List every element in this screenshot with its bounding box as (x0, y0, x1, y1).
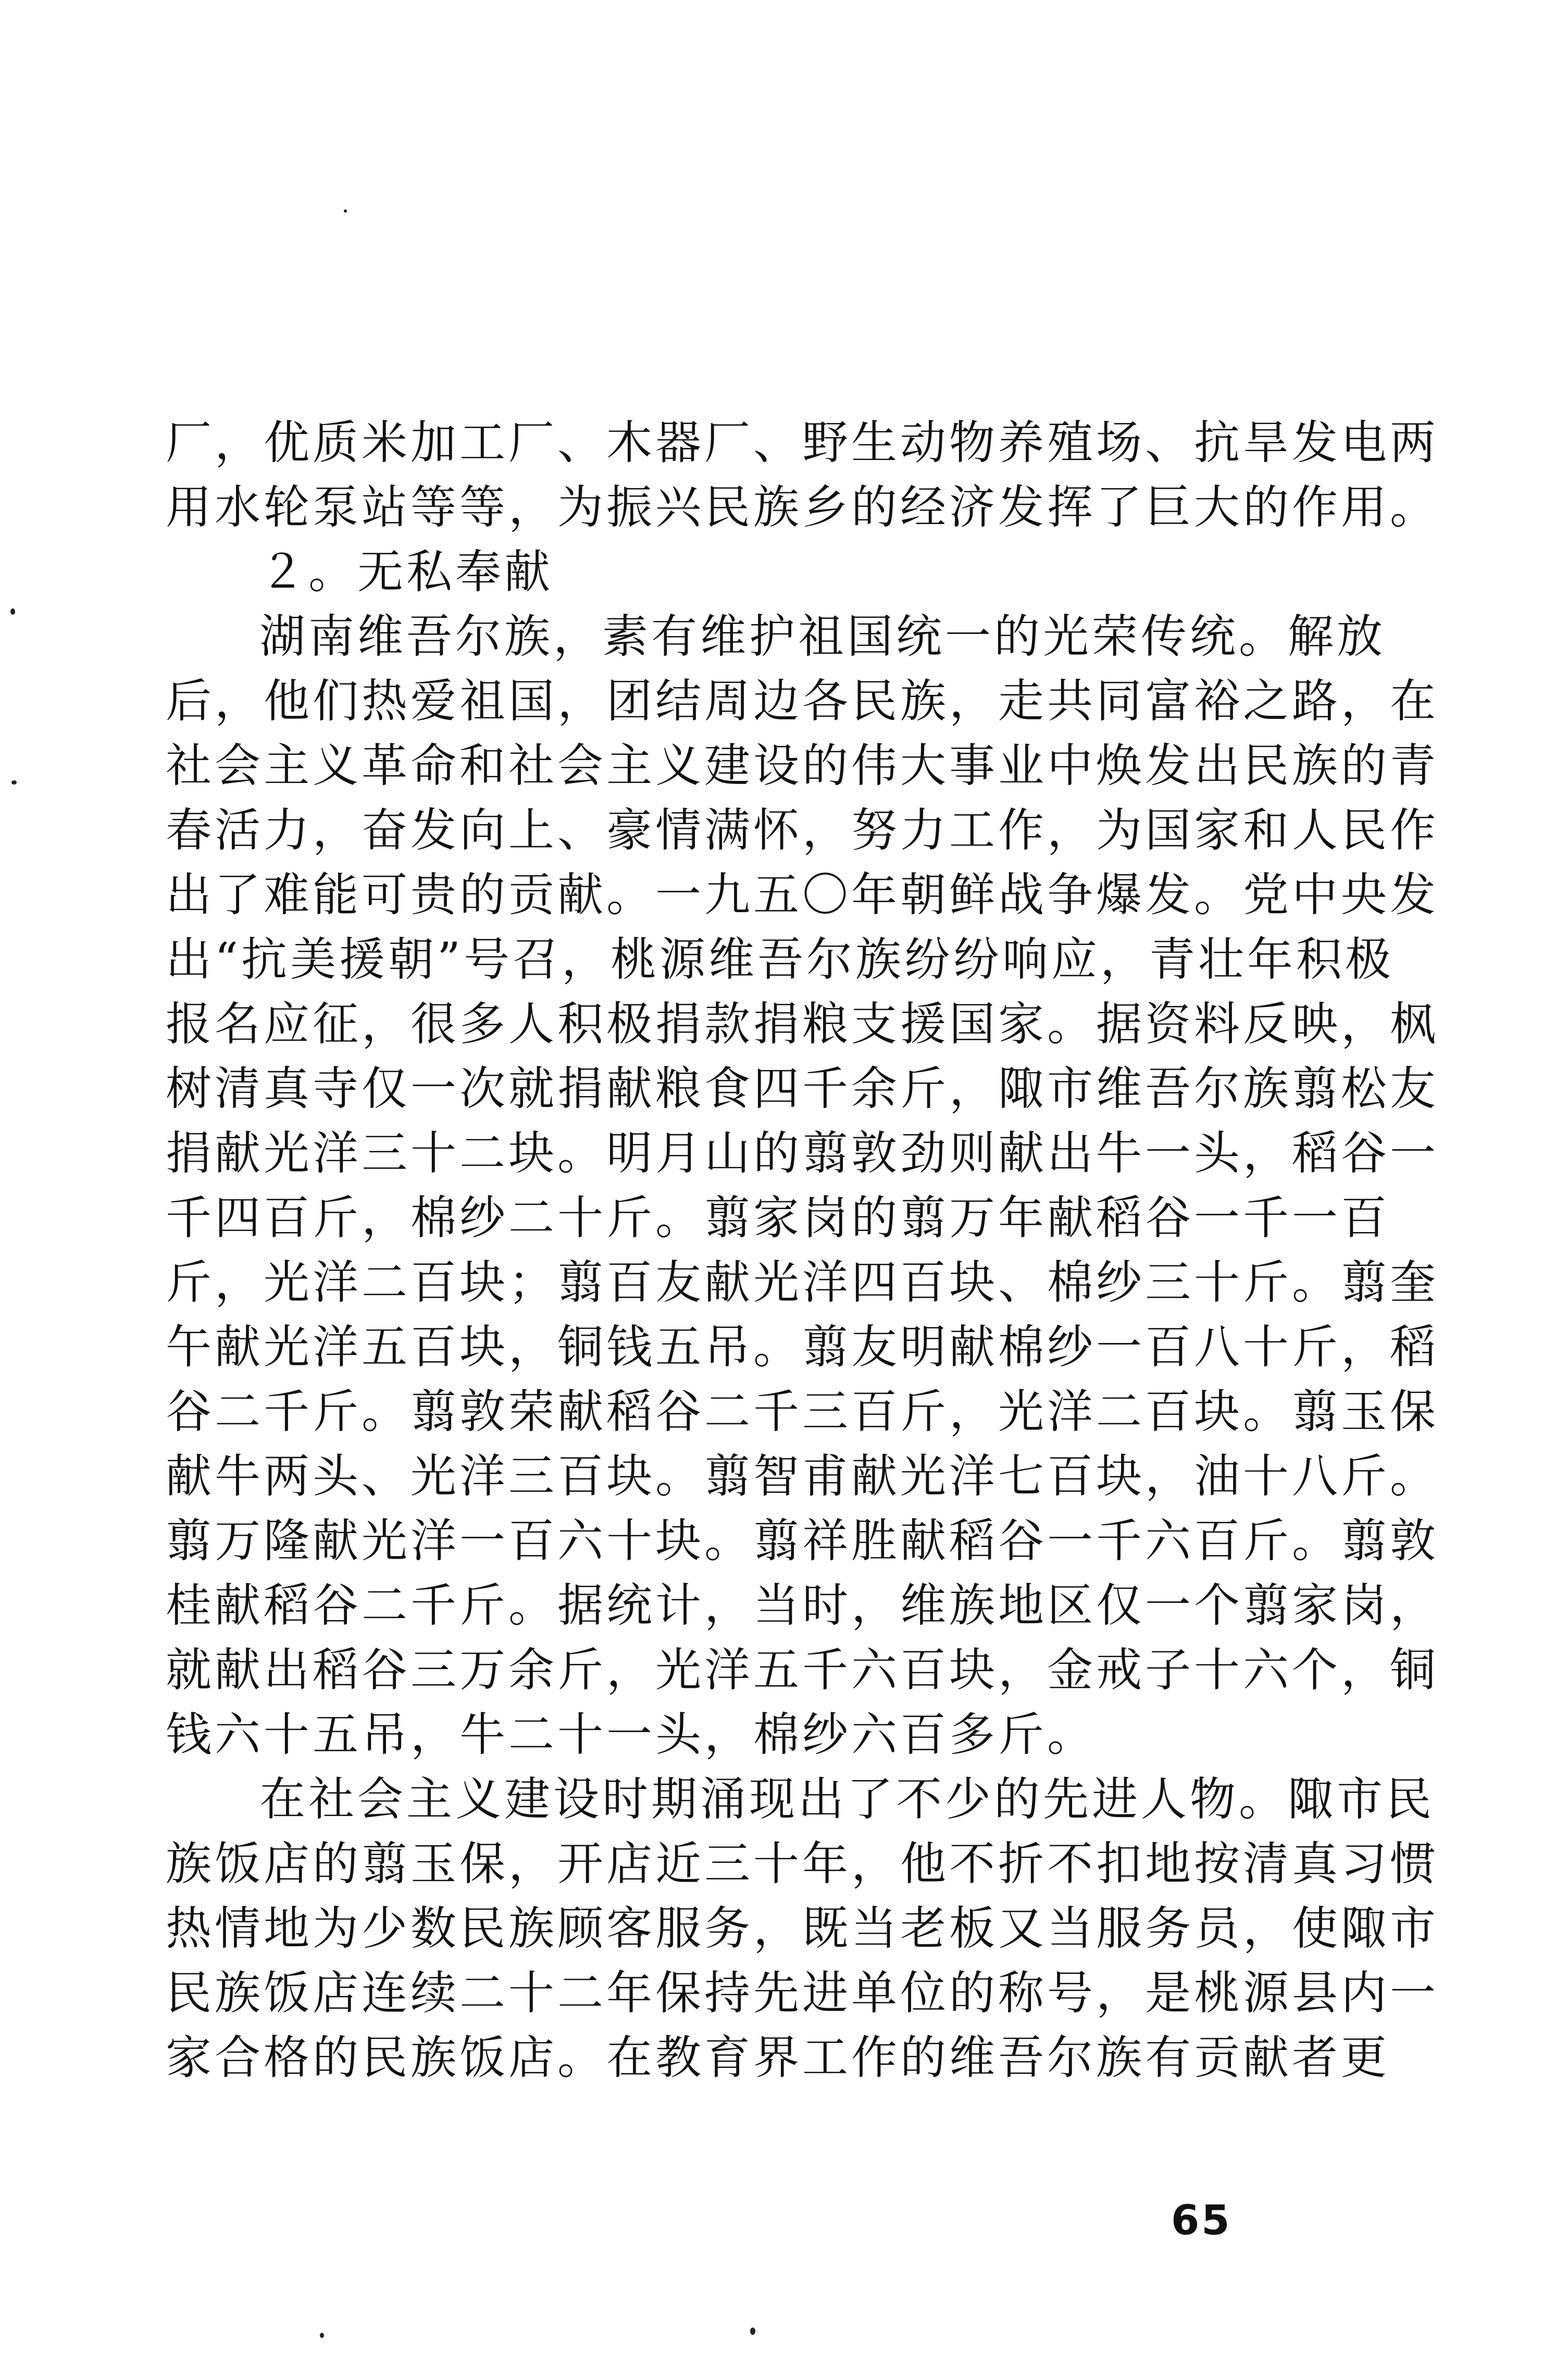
scan-speck (11, 780, 17, 785)
text-line: 献牛两头、光洋三百块。翦智甫献光洋七百块，油十八斤。 (166, 1449, 1439, 1503)
text-line: 谷二千斤。翦敦荣献稻谷二千三百斤，光洋二百块。翦玉保 (166, 1385, 1439, 1438)
scan-speck (10, 608, 15, 615)
text-line: 在社会主义建设时期涌现出了不少的先进人物。陬市民 (259, 1772, 1435, 1826)
scan-speck (344, 209, 347, 213)
text-line: 民族饭店连续二十二年保持先进单位的称号，是桃源县内一 (166, 1966, 1439, 2020)
text-line: 翦万隆献光洋一百六十块。翦祥胜献稻谷一千六百斤。翦敦 (166, 1514, 1439, 1568)
text-line: 热情地为少数民族顾客服务，既当老板又当服务员，使陬市 (166, 1901, 1439, 1955)
text-line: 厂，优质米加工厂、木器厂、野生动物养殖场、抗旱发电两 (166, 416, 1439, 469)
text-line: 就献出稻谷三万余斤，光洋五千六百块，金戒子十六个，铜 (166, 1643, 1439, 1697)
text-line: 家合格的民族饭店。在教育界工作的维吾尔族有贡献者更 (166, 2031, 1390, 2084)
text-line: 千四百斤，棉纱二十斤。翦家岗的翦万年献稻谷一千一百 (166, 1191, 1390, 1245)
text-line: 后，他们热爱祖国，团结周边各民族，走共同富裕之路，在 (166, 674, 1439, 728)
text-line: 湖南维吾尔族，素有维护祖国统一的光荣传统。解放 (259, 610, 1386, 663)
text-line: 出了难能可贵的贡献。一九五〇年朝鲜战争爆发。党中央发 (166, 868, 1439, 922)
scan-speck (750, 2328, 755, 2335)
text-line: 捐献光洋三十二块。明月山的翦敦劲则献出牛一头，稻谷一 (166, 1126, 1439, 1180)
text-line: 树清真寺仅一次就捐献粮食四千余斤，陬市维吾尔族翦松友 (166, 1062, 1439, 1115)
text-line: 族饭店的翦玉保，开店近三十年，他不折不扣地按清真习惯 (166, 1837, 1439, 1891)
text-line: 社会主义革命和社会主义建设的伟大事业中焕发出民族的青 (166, 739, 1439, 792)
text-line: 报名应征，很多人积极捐款捐粮支援国家。据资料反映，枫 (166, 997, 1439, 1051)
scan-speck (320, 2333, 324, 2338)
text-line: 斤，光洋二百块；翦百友献光洋四百块、棉纱三十斤。翦奎 (166, 1255, 1439, 1309)
text-line: 春活力，奋发向上、豪情满怀，努力工作，为国家和人民作 (166, 803, 1439, 857)
section-heading: ２。无私奉献 (259, 545, 554, 599)
text-line: 用水轮泵站等等，为振兴民族乡的经济发挥了巨大的作用。 (166, 480, 1439, 534)
page-number: 65 (1171, 2197, 1232, 2244)
text-line: 钱六十五吊，牛二十一头，棉纱六百多斤。 (166, 1708, 1097, 1761)
text-line: 桂献稻谷二千斤。据统计，当时，维族地区仅一个翦家岗， (166, 1578, 1439, 1632)
text-line: 出“抗美援朝”号召，桃源维吾尔族纷纷响应，青壮年积极 (166, 932, 1394, 986)
text-line: 午献光洋五百块，铜钱五吊。翦友明献棉纱一百八十斤，稻 (166, 1320, 1439, 1374)
body-text (166, 411, 1439, 2090)
